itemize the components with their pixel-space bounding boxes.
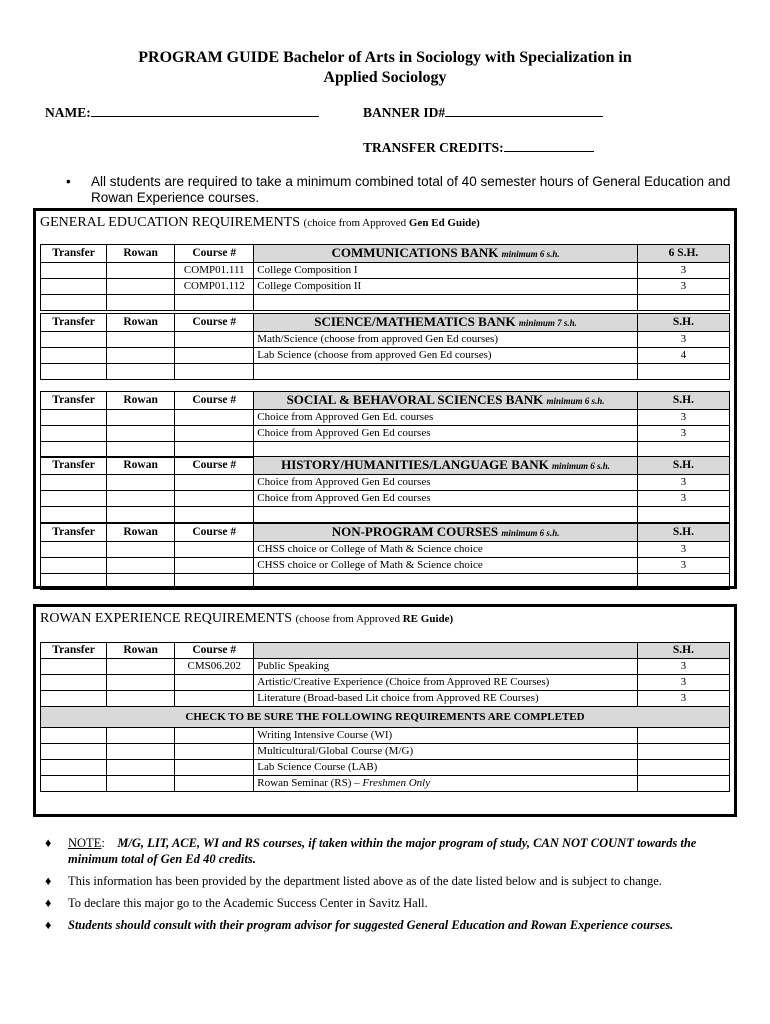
rowan-exp-table: [40, 642, 730, 792]
table-row: [41, 574, 730, 590]
page-title: PROGRAM GUIDE Bachelor of Arts in Sociology with Specialization in Applied Sociology: [138, 49, 632, 86]
table-row: Choice from Approved Gen Ed courses 3: [41, 475, 730, 491]
transfer-cell[interactable]: [41, 426, 107, 442]
table-row: Math/Science (choose from approved Gen Ed courses) 3: [41, 332, 730, 348]
gen-ed-bank-table: [40, 456, 730, 523]
table-row: Multicultural/Global Course (M/G): [41, 744, 730, 760]
diamond-bullet-icon: ♦: [45, 874, 52, 888]
transfer-cell[interactable]: [41, 542, 107, 558]
transfer-cell[interactable]: [41, 659, 107, 675]
bank-header-row: Transfer Rowan Course # NON-PROGRAM COURSES minimum 6 s.h. S.H.: [41, 524, 730, 542]
table-row: Choice from Approved Gen Ed courses 3: [41, 426, 730, 442]
banner-id-field[interactable]: BANNER ID#: [363, 103, 603, 121]
rowan-cell[interactable]: [107, 491, 175, 507]
transfer-cell[interactable]: [41, 332, 107, 348]
table-row: Writing Intensive Course (WI): [41, 728, 730, 744]
bank-header-row: Transfer Rowan Course # SCIENCE/MATHEMATICS BANK minimum 7 s.h. S.H.: [41, 314, 730, 332]
notes-list: [45, 835, 725, 939]
transfer-credits-field[interactable]: TRANSFER CREDITS:: [363, 138, 594, 156]
rowan-cell[interactable]: [107, 263, 175, 279]
table-row: Literature (Broad-based Lit choice from Approved RE Courses) 3: [41, 691, 730, 707]
diamond-bullet-icon: ♦: [45, 896, 52, 910]
gen-ed-heading: GENERAL EDUCATION REQUIREMENTS (choice from Approved Gen Ed Guide): [40, 215, 480, 230]
diamond-bullet-icon: ♦: [45, 836, 52, 850]
table-row: Choice from Approved Gen Ed. courses 3: [41, 410, 730, 426]
bank-header-row: Transfer Rowan Course # COMMUNICATIONS BANK minimum 6 s.h. 6 S.H.: [41, 245, 730, 263]
gen-ed-bank-table: [40, 391, 730, 458]
transfer-credits-blank[interactable]: [504, 138, 594, 152]
rowan-cell[interactable]: [107, 691, 175, 707]
rowan-exp-section: [33, 604, 737, 817]
bank-title: HISTORY/HUMANITIES/LANGUAGE BANK minimum 6 s.h.: [254, 457, 638, 475]
note-item: ♦ Students should consult with their program advisor for suggested General Education and Rowan Experience courses.: [45, 918, 674, 932]
bank-title: COMMUNICATIONS BANK minimum 6 s.h.: [254, 245, 638, 263]
bullet-dot-icon: •: [66, 174, 71, 189]
table-row: Rowan Seminar (RS) – Freshmen Only: [41, 776, 730, 792]
table-row: [41, 364, 730, 380]
gen-ed-bank-table: [40, 313, 730, 380]
diamond-bullet-icon: ♦: [45, 918, 52, 932]
bank-title: SCIENCE/MATHEMATICS BANK minimum 7 s.h.: [254, 314, 638, 332]
rowan-cell[interactable]: [107, 475, 175, 491]
table-row: Lab Science Course (LAB): [41, 760, 730, 776]
rowan-cell[interactable]: [107, 348, 175, 364]
transfer-cell[interactable]: [41, 691, 107, 707]
table-row: CHSS choice or College of Math & Science choice 3: [41, 542, 730, 558]
note-item: ♦ To declare this major go to the Academic Success Center in Savitz Hall.: [45, 896, 428, 910]
transfer-cell[interactable]: [41, 410, 107, 426]
table-row: Choice from Approved Gen Ed courses 3: [41, 491, 730, 507]
gen-ed-bank-table: [40, 244, 730, 311]
transfer-cell[interactable]: [41, 348, 107, 364]
bank-title: SOCIAL & BEHAVORAL SCIENCES BANK minimum 6 s.h.: [254, 392, 638, 410]
transfer-cell[interactable]: [41, 263, 107, 279]
transfer-cell[interactable]: [41, 491, 107, 507]
table-row: CMS06.202 Public Speaking 3: [41, 659, 730, 675]
table-row: COMP01.112 College Composition II 3: [41, 279, 730, 295]
transfer-cell[interactable]: [41, 279, 107, 295]
rowan-cell[interactable]: [107, 659, 175, 675]
gen-ed-bank-table: [40, 523, 730, 590]
note-item: ♦ This information has been provided by the department listed above as of the date listed below and is subject to change.: [45, 874, 662, 888]
transfer-cell[interactable]: [41, 675, 107, 691]
bank-header-row: Transfer Rowan Course # SOCIAL & BEHAVORAL SCIENCES BANK minimum 6 s.h. S.H.: [41, 392, 730, 410]
name-blank[interactable]: [91, 103, 319, 117]
banner-id-blank[interactable]: [445, 103, 603, 117]
check-header-row: CHECK TO BE SURE THE FOLLOWING REQUIREMENTS ARE COMPLETED: [41, 707, 730, 728]
bank-title: NON-PROGRAM COURSES minimum 6 s.h.: [254, 524, 638, 542]
gen-ed-section: [33, 208, 737, 589]
rowan-cell[interactable]: [107, 542, 175, 558]
rowan-cell[interactable]: [107, 410, 175, 426]
table-row: COMP01.111 College Composition I 3: [41, 263, 730, 279]
rowan-cell[interactable]: [107, 332, 175, 348]
table-row: Lab Science (choose from approved Gen Ed courses) 4: [41, 348, 730, 364]
note-item: ♦ NOTE: M/G, LIT, ACE, WI and RS courses, if taken within the major program of study, CAN NOT COUNT towards the minimum total of Gen Ed 40 credits.: [45, 836, 697, 866]
rowan-cell[interactable]: [107, 426, 175, 442]
transfer-cell[interactable]: [41, 475, 107, 491]
table-row: [41, 295, 730, 311]
rowan-exp-heading: ROWAN EXPERIENCE REQUIREMENTS (choose from Approved RE Guide): [40, 611, 454, 626]
table-row: Artistic/Creative Experience (Choice from Approved RE Courses) 3: [41, 675, 730, 691]
rowan-header-row: Transfer Rowan Course # S.H.: [41, 643, 730, 659]
name-field[interactable]: NAME:: [45, 103, 319, 121]
rowan-cell[interactable]: [107, 675, 175, 691]
rowan-cell[interactable]: [107, 558, 175, 574]
transfer-cell[interactable]: [41, 558, 107, 574]
table-row: [41, 507, 730, 523]
table-row: CHSS choice or College of Math & Science choice 3: [41, 558, 730, 574]
rowan-cell[interactable]: [107, 279, 175, 295]
bank-header-row: Transfer Rowan Course # HISTORY/HUMANITIES/LANGUAGE BANK minimum 6 s.h. S.H.: [41, 457, 730, 475]
